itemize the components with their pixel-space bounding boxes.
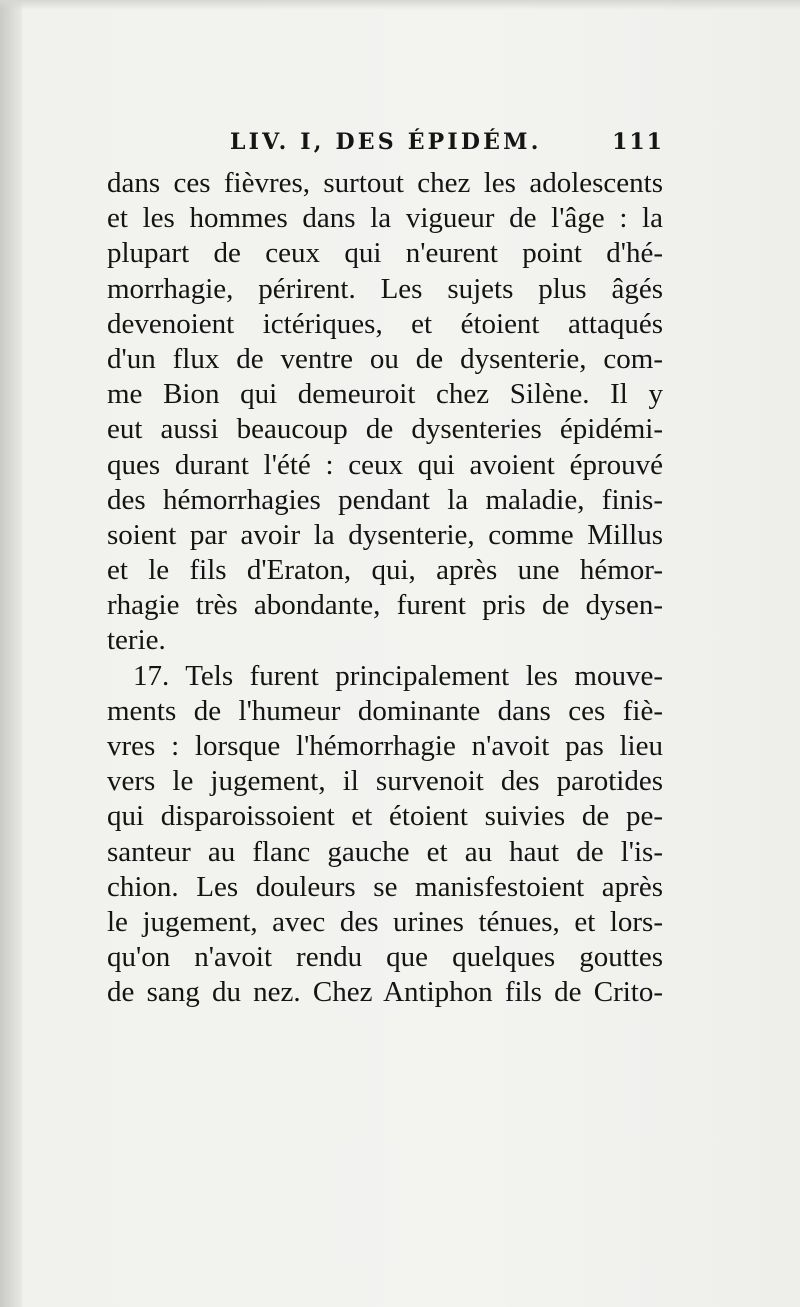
page-top-shadow: [0, 0, 800, 10]
page-gutter-shadow: [0, 0, 22, 1307]
text-line: dans ces fièvres, surtout chez les adolescents: [107, 167, 663, 199]
text-line: des hémorrhagies pendant la maladie, finis-: [107, 483, 663, 516]
text-line: vers le jugement, il survenoit des parotides: [107, 765, 663, 798]
text-line: de sang du nez. Chez Antiphon fils de Crito-: [107, 976, 663, 1009]
text-line: d'un flux de ventre ou de dysenterie, com-: [107, 342, 663, 375]
text-line: eut aussi beaucoup de dysenteries épidémi-: [107, 413, 663, 446]
body-text: [107, 166, 663, 1011]
text-line: soient par avoir la dysenterie, comme Millus: [107, 518, 663, 551]
text-line: ques durant l'été : ceux qui avoient éprouvé: [107, 448, 663, 481]
text-line: rhagie très abondante, furent pris de dysen-: [107, 589, 663, 622]
text-line: devenoient ictériques, et étoient attaqués: [107, 307, 663, 340]
text-line: morrhagie, périrent. Les sujets plus âgés: [107, 272, 663, 305]
text-line: et les hommes dans la vigueur de l'âge : la: [107, 202, 663, 235]
text-line: vres : lorsque l'hémorrhagie n'avoit pas lieu: [107, 730, 663, 762]
text-line: chion. Les douleurs se manisfestoient après: [107, 870, 663, 903]
paragraph-start-line: 17. Tels furent principalement les mouve-: [133, 659, 663, 692]
running-head: [108, 129, 664, 163]
text-line: le jugement, avec des urines ténues, et lors-: [107, 905, 663, 938]
text-line: ments de l'humeur dominante dans ces fiè-: [107, 694, 663, 727]
page-number: 111: [612, 129, 664, 155]
text-line: qu'on n'avoit rendu que quelques gouttes: [107, 941, 663, 974]
text-line: et le fils d'Eraton, qui, après une hémor-: [107, 554, 663, 587]
text-line: plupart de ceux qui n'eurent point d'hé-: [107, 237, 663, 270]
text-line: me Bion qui demeuroit chez Silène. Il y: [107, 378, 663, 411]
text-line: terie.: [107, 624, 166, 657]
text-line: santeur au flanc gauche et au haut de l'is-: [107, 835, 663, 868]
running-title: LIV. I, DES ÉPIDÉM.: [230, 129, 542, 155]
text-line: qui disparoissoient et étoient suivies de pe-: [107, 800, 663, 833]
